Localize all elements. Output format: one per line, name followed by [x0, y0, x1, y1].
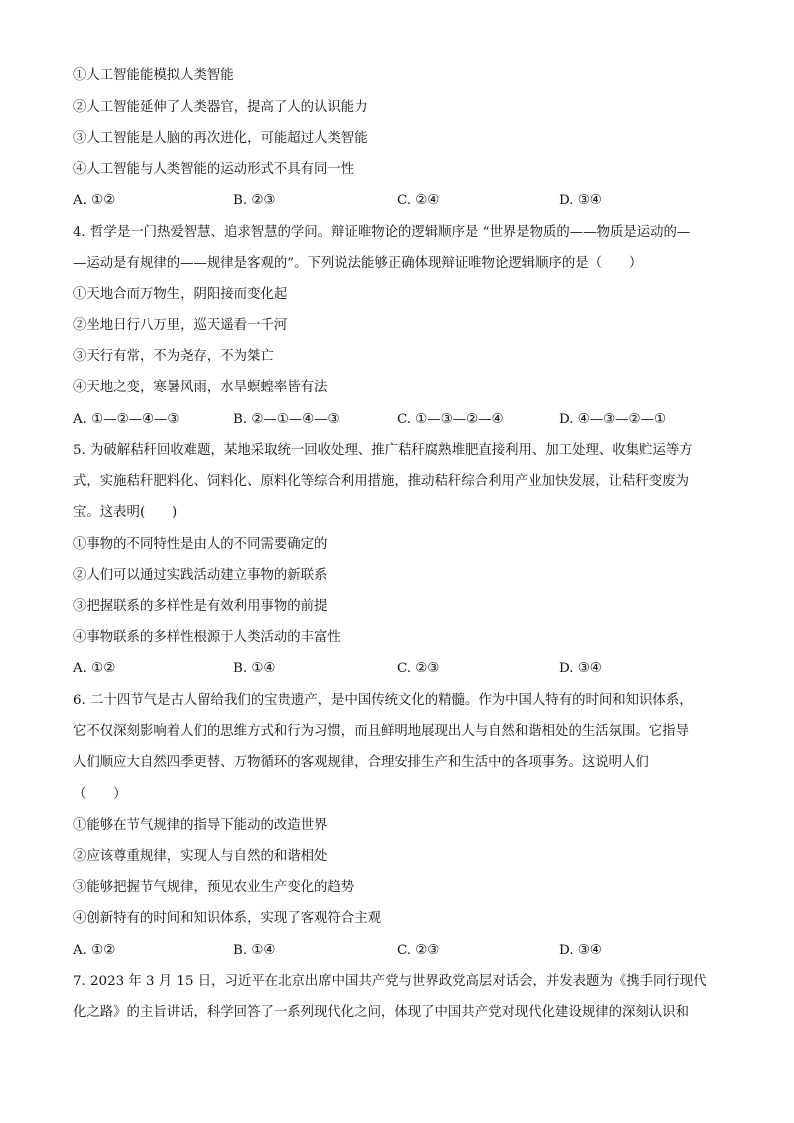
answer-option: A. ①②	[73, 661, 116, 676]
text-line: ③人工智能是人脑的再次进化，可能超过人类智能	[73, 131, 368, 146]
answer-options	[73, 191, 723, 211]
text-line: ④天地之变，寒暑风雨，水旱螟蝗率皆有法	[73, 380, 328, 395]
answer-options	[73, 659, 723, 679]
text-line: 6. 二十四节气是古人留给我们的宝贵遗产，是中国传统文化的精髓。作为中国人特有的时间和知识体系，	[73, 693, 693, 708]
text-line: ②应该尊重规律，实现人与自然的和谐相处	[73, 849, 328, 864]
text-line: ③把握联系的多样性是有效利用事物的前提	[73, 599, 328, 614]
text-line: ①事物的不同特性是由人的不同需要确定的	[73, 537, 328, 552]
text-line: 式，实施秸秆肥料化、饲料化、原料化等综合利用措施，推动秸秆综合利用产业加快发展，让秸秆变废为	[73, 474, 689, 489]
text-line: ①天地合而万物生，阴阳接而变化起	[73, 287, 288, 302]
answer-options	[73, 410, 723, 430]
answer-option: D. ③④	[559, 193, 602, 208]
text-line: ③能够把握节气规律，预见农业生产变化的趋势	[73, 880, 355, 895]
text-line: ④事物联系的多样性根源于人类活动的丰富性	[73, 630, 341, 645]
answer-option: C. ②④	[397, 193, 440, 208]
text-line: 宝。这表明( )	[73, 505, 178, 520]
answer-option: D. ③④	[559, 661, 602, 676]
text-line: 7. 2023 年 3 月 15 日，习近平在北京出席中国共产党与世界政党高层对话会，并发表题为《携手同行现代	[73, 974, 707, 989]
text-line: ②坐地日行八万里，巡天遥看一千河	[73, 318, 288, 333]
text-line: ①人工智能能模拟人类智能	[73, 68, 234, 83]
text-line: ④创新特有的时间和知识体系，实现了客观符合主观	[73, 911, 381, 926]
answer-option: C. ①—③—②—④	[397, 412, 504, 427]
answer-option: B. ②—①—④—③	[233, 412, 340, 427]
answer-option: C. ②③	[397, 661, 440, 676]
answer-option: C. ②③	[397, 943, 440, 958]
answer-options	[73, 941, 723, 961]
text-line: ②人工智能延伸了人类器官，提高了人的认识能力	[73, 100, 368, 115]
answer-option: A. ①②	[73, 193, 116, 208]
text-line: ①能够在节气规律的指导下能动的改造世界	[73, 818, 328, 833]
answer-option: B. ②③	[233, 193, 276, 208]
text-line: —运动是有规律的——规律是客观的”。下列说法能够正确体现辩证唯物论逻辑顺序的是（ ）	[73, 256, 643, 271]
text-line: ③天行有常，不为尧存，不为桀亡	[73, 349, 274, 364]
text-line: 化之路》的主旨讲话，科学回答了一系列现代化之问，体现了中国共产党对现代化建设规律的深刻认识和	[73, 1005, 689, 1020]
answer-option: D. ④—③—②—①	[559, 412, 666, 427]
text-line: 它不仅深刻影响着人们的思维方式和行为习惯，而且鲜明地展现出人与自然和谐相处的生活氛围。它指导	[73, 724, 689, 739]
text-line: ②人们可以通过实践活动建立事物的新联系	[73, 568, 328, 583]
text-line: ④人工智能与人类智能的运动形式不具有同一性	[73, 162, 355, 177]
text-line: 5. 为破解秸秆回收难题，某地采取统一回收处理、推广秸秆腐熟堆肥直接利用、加工处理、收集贮运等方	[73, 443, 693, 458]
text-line: （ ）	[73, 787, 127, 802]
answer-option: A. ①②	[73, 943, 116, 958]
answer-option: A. ①—②—④—③	[73, 412, 180, 427]
answer-option: D. ③④	[559, 943, 602, 958]
answer-option: B. ①④	[233, 661, 276, 676]
answer-option: B. ①④	[233, 943, 276, 958]
text-line: 4. 哲学是一门热爱智慧、追求智慧的学问。辩证唯物论的逻辑顺序是 “世界是物质的——物质是运动的—	[73, 225, 691, 240]
text-line: 人们顺应大自然四季更替、万物循环的客观规律，合理安排生产和生活中的各项事务。这说明人们	[73, 755, 649, 770]
